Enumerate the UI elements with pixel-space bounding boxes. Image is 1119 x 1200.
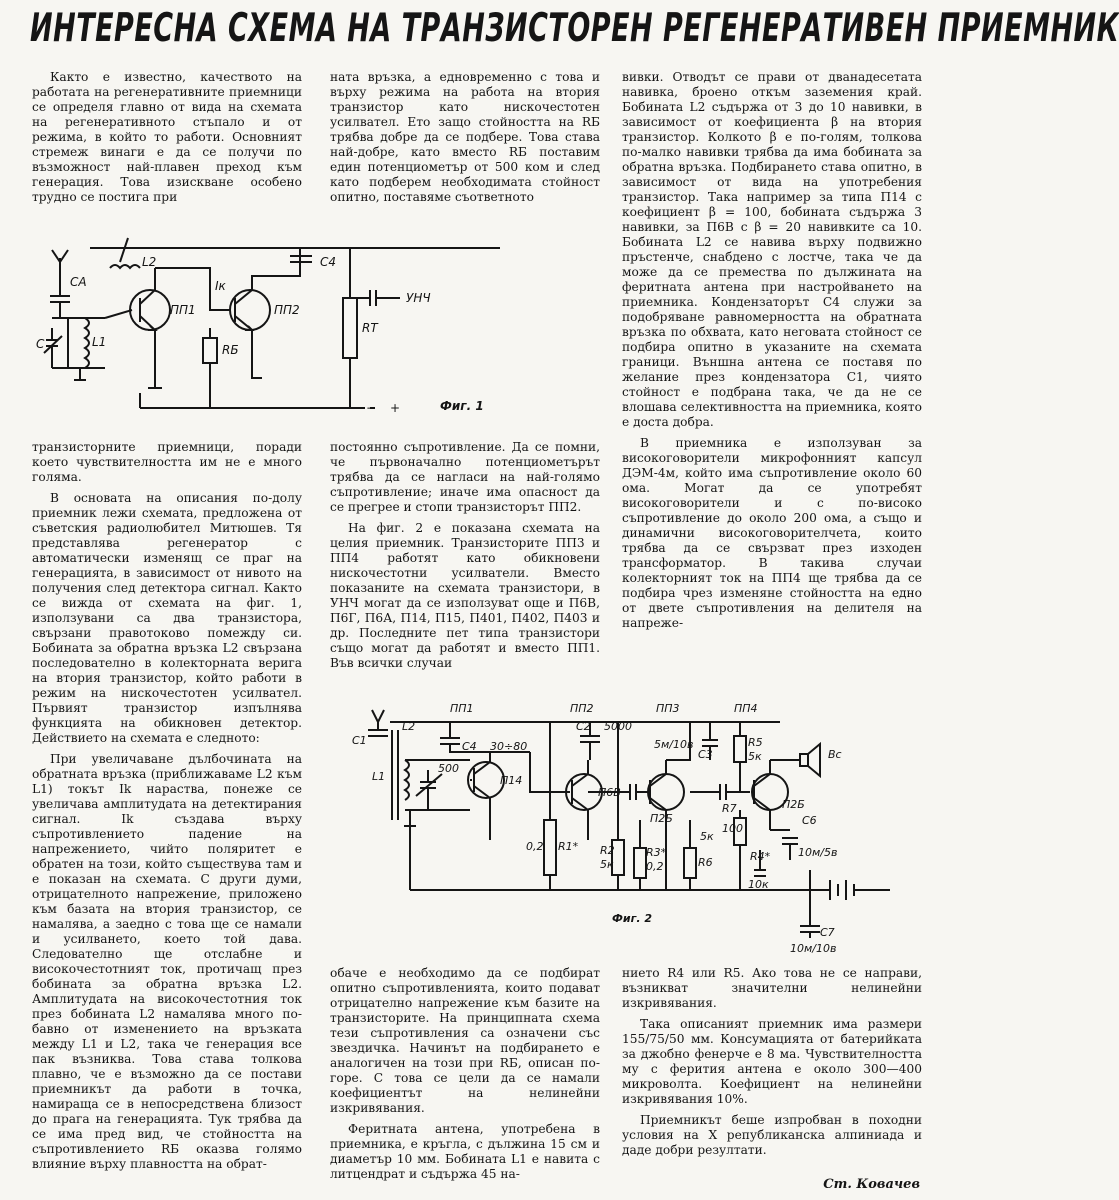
fig2-label-l2: L2	[402, 720, 416, 733]
fig2-label-r3: R3*	[646, 846, 667, 859]
page-title: ИНТЕРЕСНА СХЕМА НА ТРАНЗИСТОРЕН РЕГЕНЕРАТИВЕН ПРИЕМНИК	[30, 6, 1119, 51]
fig2-label-t3: П2Б	[650, 812, 673, 825]
fig2-label-pp3: ПП3	[656, 702, 680, 715]
fig2-label-c2: C2	[576, 720, 591, 733]
paragraph: Феритната антена, употребена в приемника, е кръгла, с дължина 15 см и диаметър 10 мм. Бобината L1 е навита с литцендрат и съдържа 45 на-	[330, 1122, 600, 1181]
fig1-label-rt: RT	[362, 321, 378, 335]
fig2-label-c4-value: 30÷80	[490, 740, 528, 753]
fig1-label-ik: Iк	[215, 279, 226, 293]
fig1-label-c4: C4	[320, 255, 337, 269]
fig2-label-r1: R1*	[558, 840, 579, 853]
fig1-label-ca: CA	[70, 275, 87, 289]
fig2-label-c4: C4	[462, 740, 477, 753]
fig2-label-pp4: ПП4	[734, 702, 758, 715]
fig2-label-r6: R6	[698, 856, 713, 869]
paragraph: вивки. Отводът се прави от дванадесетата навивка, броено откъм заземения край. Бобината L2 съдържа от 3 до 10 навивки, в зависимост от коефициента β на втория транзистор. Колкото β е по-голям, толкова по-малко навивки трябва да има бобината за обратна връзка. Подбирането става опитно, в зависимост от вида на употребения транзистор. Така например за типа П14 с коефициент β = 100, бобината съдържа 3 навивки, за П6В с β = 20 навивките са 10. Бобината L2 се навива върху подвижно пръстенче, снабдено с лостче, така че да може да се премества по дължината на феритната антена при настройването на приемника. Кондензаторът C4 служи за подобряване равномерността на обратната връзка по обхвата, като неговата стойност се подбира опитно в указаните на схемата граници. Външна антена се поставя по желание през кондензатора C1, чиято стойност е подбрана така, че да не се влошава селективността на приемника, която е доста добра.	[622, 70, 922, 429]
col1-mid	[32, 440, 302, 1178]
fig1-label-unch: УНЧ	[406, 291, 431, 305]
fig2-label-r5-value: 5к	[748, 750, 762, 763]
fig1-label-pp1: ПП1	[170, 303, 196, 317]
fig2-label-r5: R5	[748, 736, 763, 749]
col2-mid	[330, 440, 600, 677]
col2-bottom	[330, 966, 600, 1188]
fig2-label-t1: П14	[500, 774, 523, 787]
paragraph: В основата на описания по-долу приемник лежи схемата, предложена от съветския радиолюбител Митюшев. Тя представлява регенератор с автоматически изменящ се праг на генерацията, в зависимост от нивото на получения след детектора сигнал. Както се вижда от схемата на фиг. 1, използувани са два транзистора, свързани правотоково помежду си. Бобината за обратна връзка L2 свързана последователно в колекторната верига на втория транзистор, който работи в режим на нискочестотен усилвател. Първият транзистор изпълнява функцията на обикновен детектор. Действието на схемата е следното:	[32, 491, 302, 745]
fig2-label-r7-value: 100	[722, 822, 743, 835]
figure-2-schematic	[350, 700, 930, 958]
fig2-label-r3-value: 0,2	[646, 860, 664, 873]
fig2-label-c7-value: 10м/10в	[790, 942, 837, 955]
fig2-label-500: 500	[438, 762, 459, 775]
fig2-label-r2-value: 5к	[600, 858, 614, 871]
col2-top	[330, 70, 600, 211]
fig2-label-c6-value: 10м/5в	[798, 846, 838, 859]
fig2-label-pp1: ПП1	[450, 702, 474, 715]
fig1-label-c: C	[36, 337, 45, 351]
fig2-label-t4: П2Б	[782, 798, 805, 811]
fig2-label-c3: C3	[698, 748, 713, 761]
paragraph: Както е известно, качеството на работата на регенеративните приемници се определя главно от вида на схемата на регенеративното стъпало и от режима, в който то работи. Основният стремеж винаги е да се получи по възможност най-плавен преход към генерация. Това изискване особено трудно се постига при	[32, 70, 302, 204]
fig2-label-c3-value: 5м/10в	[654, 738, 694, 751]
paragraph: Приемникът беше изпробван в походни условия на X републиканска алпиниада и даде добри резултати.	[622, 1113, 922, 1157]
fig2-caption: Фиг. 2	[612, 912, 653, 925]
fig2-label-speaker: Вс	[828, 748, 842, 761]
fig2-label-r1-value: 0,2	[526, 840, 544, 853]
fig1-label-l2: L2	[142, 255, 157, 269]
figure-1-schematic	[30, 218, 610, 440]
fig2-label-t2: П6В	[598, 786, 621, 799]
fig2-label-pp2: ПП2	[570, 702, 594, 715]
paragraph: ната връзка, а едновременно с това и върху режима на работа на втория транзистор като нискочестотен усилвател. Ето защо стойността на RБ трябва добре да се подбере. Това става най-добре, като вместо RБ поставим един потенциометър от 500 ком и след като подберем необходимата стойност опитно, поставяме съответното	[330, 70, 600, 204]
fig2-label-c2-value: 5000	[604, 720, 632, 733]
col3-top	[622, 70, 922, 637]
paragraph: обаче е необходимо да се подбират опитно съпротивленията, които подават отрицателно напрежение към базите на транзисторите. На принципната схема тези съпротивления са означени със звездичка. Начинът на подбирането е аналогичен на този при RБ, описан по-горе. С това се цели да се намали коефициентът на нелинейни изкривявания.	[330, 966, 600, 1115]
paragraph: Така описаният приемник има размери 155/75/50 мм. Консумацията от батерийката за джобно фенерче е 8 ма. Чувствителността му с ферития антена е около 300—400 микроволта. Коефициент на нелинейни изкривявания 10%.	[622, 1017, 922, 1106]
paragraph: нието R4 или R5. Ако това не се направи, възникват значителни нелинейни изкривявания.	[622, 966, 922, 1010]
fig1-label-plus: +	[390, 401, 401, 415]
fig2-label-r4: R4*	[750, 850, 771, 863]
fig2-label-l1: L1	[372, 770, 386, 783]
fig2-label-r4-value: 10к	[748, 878, 769, 891]
paragraph: При увеличаване дълбочината на обратната връзка (приближаваме L2 към L1) токът Ik нараства, понеже се увеличава амплитудата на детектирания сигнал. Ik създава върху съпротивлението падение на напрежението, чийто поляритет е обратен на този, който съществува там и е показан на схемата. С други думи, отрицателното напрежение, приложено към базата на втория транзистор, се намалява, а заедно с това ще се намали и усилването, което той дава. Следователно ще отслабне и високочестотният ток, протичащ през бобината за обратна връзка L2. Амплитудата на високочестотния ток през бобината L2 намалява много по-бавно от изменението на връзката между L1 и L2, така че генерация все пак възниква. Това става толкова плавно, че е възможно да се постави приемникът да работи в точка, намираща се в непосредствена близост до прага на генерацията. Тук трябва да се има пред вид, че стойността на съпротивлението RБ оказва голямо влияние върху плавността на обрат-	[32, 752, 302, 1171]
fig1-label-pp2: ПП2	[274, 303, 300, 317]
fig1-label-l1: L1	[92, 335, 107, 349]
fig1-label-minus: −	[366, 401, 377, 415]
fig2-label-r7: R7	[722, 802, 737, 815]
paragraph: постоянно съпротивление. Да се помни, че първоначално потенциометърът трябва да се нагласи на най-голямо съпротивление; иначе има опасност да се прегрее и стопи транзисторът ПП2.	[330, 440, 600, 514]
col1-top	[32, 70, 302, 211]
fig1-caption: Фиг. 1	[440, 399, 484, 413]
fig2-label-c7: C7	[820, 926, 835, 939]
fig2-label-r6-value: 5к	[700, 830, 714, 843]
fig1-label-rb: RБ	[222, 343, 239, 357]
fig2-label-r2: R2	[600, 844, 615, 857]
fig2-label-c1: C1	[352, 734, 367, 747]
col3-bottom	[622, 966, 922, 1164]
fig2-label-c6: C6	[802, 814, 817, 827]
author-signature: Ст. Ковачев	[823, 1177, 920, 1192]
paragraph: На фиг. 2 е показана схемата на целия приемник. Транзисторите ПП3 и ПП4 работят като обикновени нискочестотни усилватели. Вместо показаните на схемата транзистори, в УНЧ могат да се използуват още и П6В, П6Г, П6А, П14, П15, П401, П402, П403 и др. Последните пет типа транзистори също могат да работят и вместо ПП1. Във всички случаи	[330, 521, 600, 670]
paragraph: транзисторните приемници, поради което чувствителността им не е много голяма.	[32, 440, 302, 484]
paragraph: В приемника е използуван за високоговорители микрофонният капсул ДЭМ-4м, който има съпротивление около 60 ома. Могат да се употребят високоговорители и с по-високо съпротивление до около 200 ома, а също и динамични високоговорителчета, които трябва да се свързват през изходен трансформатор. В такива случаи колекторният ток на ПП4 ще трябва да се подбира чрез изменяне стойността на едно от двете съпротивления на делителя на напреже-	[622, 436, 922, 630]
